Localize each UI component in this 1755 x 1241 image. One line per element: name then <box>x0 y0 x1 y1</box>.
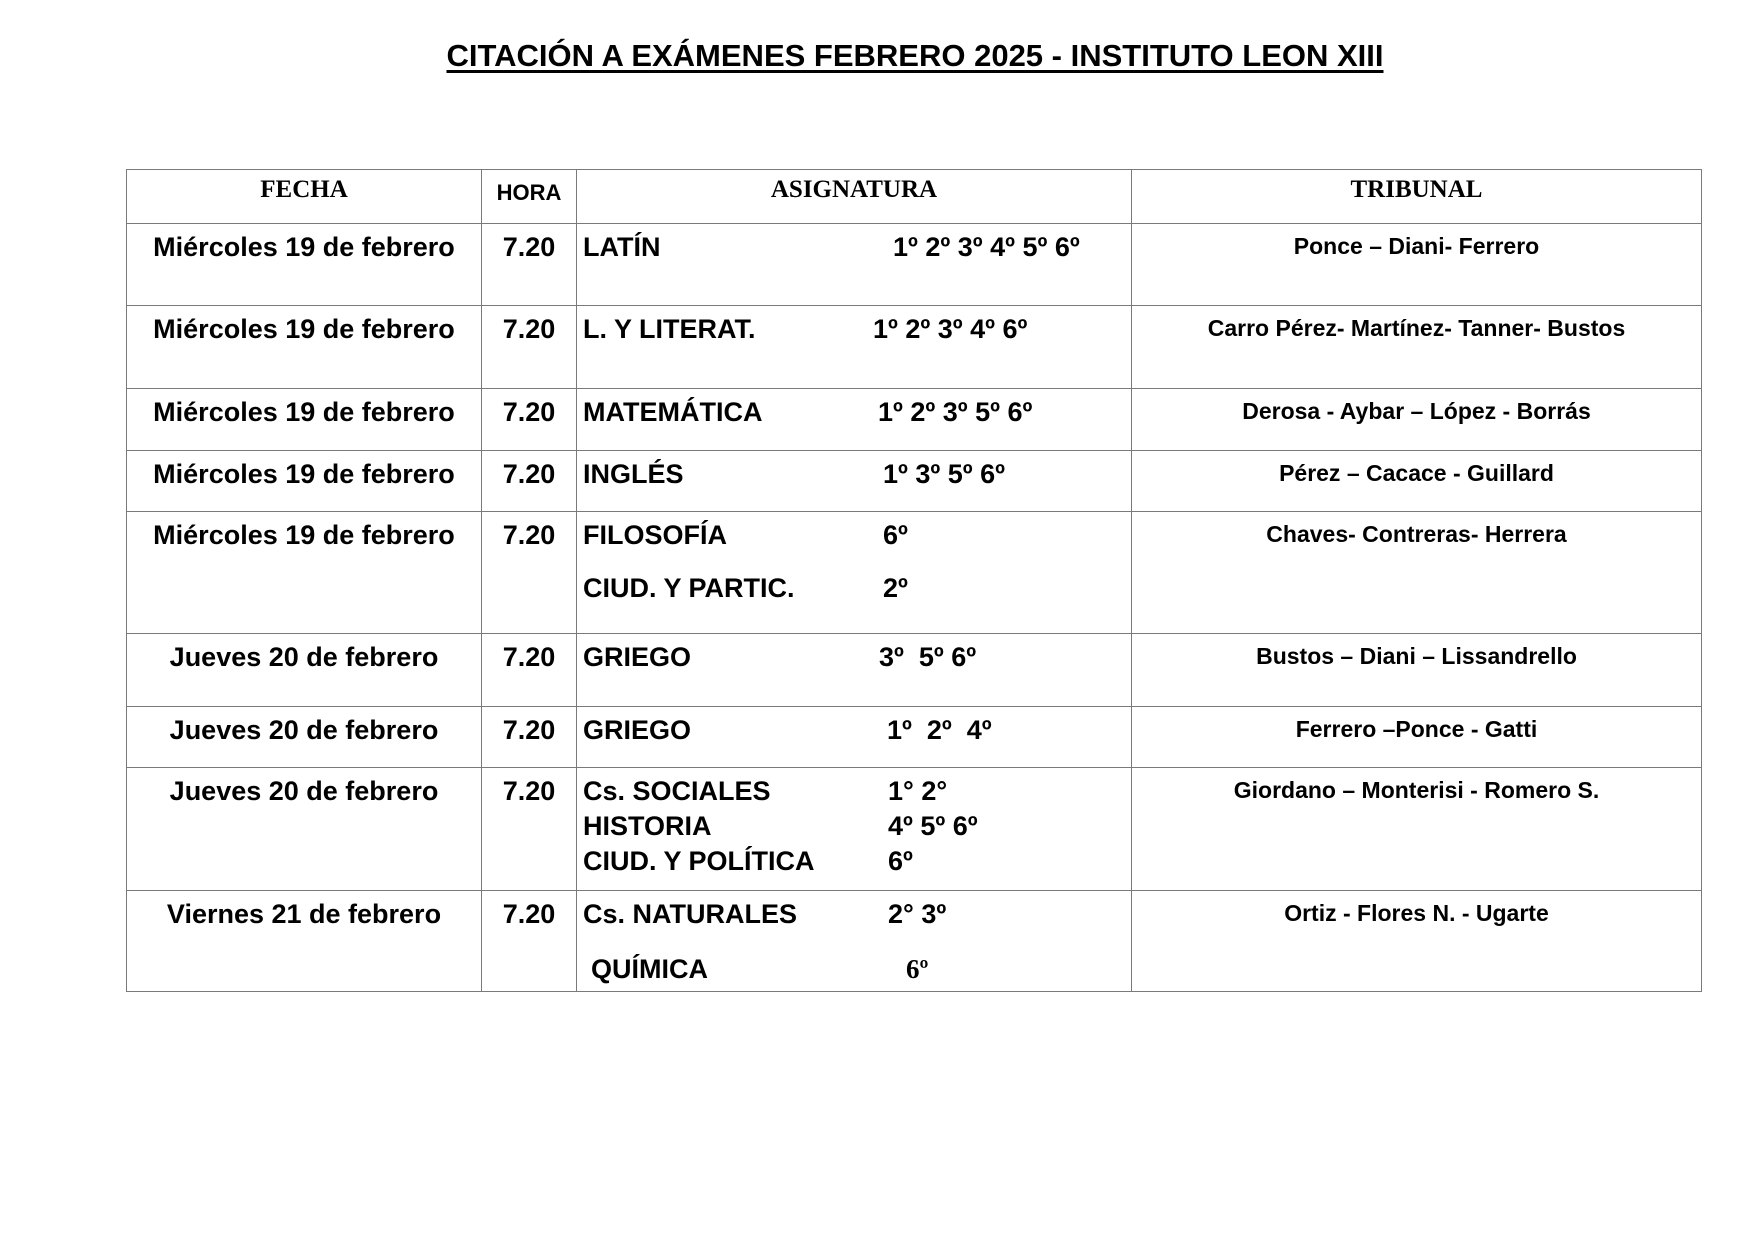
subject-name: LATÍN <box>583 232 661 262</box>
asignatura-cell <box>577 224 1132 306</box>
subject-line <box>577 811 1131 842</box>
subject-grades: 3º 5º 6º <box>879 642 977 672</box>
subject-grades: 6º <box>883 520 908 550</box>
hora-cell: 7.20 <box>482 634 577 707</box>
fecha-cell: Jueves 20 de febrero <box>127 707 482 768</box>
fecha-cell: Jueves 20 de febrero <box>127 634 482 707</box>
subject-grades: 2° 3º <box>888 899 947 929</box>
tribunal-cell: Pérez – Cacace - Guillard <box>1132 451 1702 512</box>
subject-line <box>577 459 1131 490</box>
subject-grades: 1º 2º 3º 4º 6º <box>873 314 1028 344</box>
tribunal-cell: Carro Pérez- Martínez- Tanner- Bustos <box>1132 306 1702 389</box>
subject-grades: 2º <box>883 573 908 603</box>
hora-cell: 7.20 <box>482 389 577 451</box>
table-row <box>127 707 1702 768</box>
subject-line <box>577 715 1131 746</box>
subject-line <box>577 520 1131 551</box>
header-tribunal: TRIBUNAL <box>1132 170 1702 224</box>
subject-line <box>577 314 1131 345</box>
tribunal-cell: Ferrero –Ponce - Gatti <box>1132 707 1702 768</box>
subject-line <box>577 232 1131 263</box>
header-asignatura: ASIGNATURA <box>577 170 1132 224</box>
header-row <box>127 170 1702 224</box>
subject-grades: 1º 2º 3º 4º 5º 6º <box>893 232 1080 262</box>
subject-name: QUÍMICA <box>591 954 708 984</box>
subject-line <box>577 899 1131 930</box>
fecha-cell: Jueves 20 de febrero <box>127 768 482 891</box>
subject-grades: 6º <box>906 954 929 984</box>
fecha-cell: Miércoles 19 de febrero <box>127 389 482 451</box>
subject-grades: 6º <box>888 846 913 876</box>
table-row <box>127 389 1702 451</box>
exam-schedule-table <box>126 169 1702 992</box>
subject-name: Cs. SOCIALES <box>583 776 771 806</box>
subject-grades: 4º 5º 6º <box>888 811 978 841</box>
subject-name: HISTORIA <box>583 811 712 841</box>
table-row <box>127 224 1702 306</box>
tribunal-cell: Derosa - Aybar – López - Borrás <box>1132 389 1702 451</box>
asignatura-cell <box>577 634 1132 707</box>
header-hora: HORA <box>482 170 577 224</box>
tribunal-cell: Ponce – Diani- Ferrero <box>1132 224 1702 306</box>
asignatura-cell <box>577 707 1132 768</box>
asignatura-cell <box>577 306 1132 389</box>
hora-cell: 7.20 <box>482 707 577 768</box>
table-row <box>127 451 1702 512</box>
hora-cell: 7.20 <box>482 224 577 306</box>
subject-line <box>577 846 1131 877</box>
table-row <box>127 634 1702 707</box>
subject-line <box>577 642 1131 673</box>
fecha-cell: Miércoles 19 de febrero <box>127 306 482 389</box>
tribunal-cell: Bustos – Diani – Lissandrello <box>1132 634 1702 707</box>
table-row <box>127 306 1702 389</box>
fecha-cell: Miércoles 19 de febrero <box>127 224 482 306</box>
subject-grades: 1º 2º 3º 5º 6º <box>878 397 1033 427</box>
subject-name: L. Y LITERAT. <box>583 314 756 344</box>
hora-cell: 7.20 <box>482 768 577 891</box>
fecha-cell: Viernes 21 de febrero <box>127 891 482 992</box>
hora-cell: 7.20 <box>482 512 577 634</box>
subject-name: CIUD. Y POLÍTICA <box>583 846 815 876</box>
hora-cell: 7.20 <box>482 451 577 512</box>
subject-name: CIUD. Y PARTIC. <box>583 573 795 603</box>
asignatura-cell <box>577 891 1132 992</box>
table-row <box>127 768 1702 891</box>
asignatura-cell <box>577 451 1132 512</box>
asignatura-cell <box>577 768 1132 891</box>
subject-name: INGLÉS <box>583 459 684 489</box>
table-row <box>127 891 1702 992</box>
subject-name: FILOSOFÍA <box>583 520 727 550</box>
table-row <box>127 512 1702 634</box>
subject-grades: 1° 2° <box>888 776 948 806</box>
tribunal-cell: Giordano – Monterisi - Romero S. <box>1132 768 1702 891</box>
subject-grades: 1º 2º 4º <box>887 715 992 745</box>
tribunal-cell: Chaves- Contreras- Herrera <box>1132 512 1702 634</box>
subject-grades: 1º 3º 5º 6º <box>883 459 1006 489</box>
fecha-cell: Miércoles 19 de febrero <box>127 512 482 634</box>
header-fecha: FECHA <box>127 170 482 224</box>
page-title: CITACIÓN A EXÁMENES FEBRERO 2025 - INSTITUTO LEON XIII <box>446 38 1384 73</box>
subject-name: MATEMÁTICA <box>583 397 763 427</box>
subject-name: Cs. NATURALES <box>583 899 798 929</box>
subject-name: GRIEGO <box>583 715 692 745</box>
asignatura-cell <box>577 512 1132 634</box>
subject-name: GRIEGO <box>583 642 692 672</box>
hora-cell: 7.20 <box>482 306 577 389</box>
subject-line <box>577 573 1131 604</box>
subject-line <box>577 397 1131 428</box>
asignatura-cell <box>577 389 1132 451</box>
hora-cell: 7.20 <box>482 891 577 992</box>
subject-line <box>577 776 1131 807</box>
subject-line <box>577 954 1131 985</box>
tribunal-cell: Ortiz - Flores N. - Ugarte <box>1132 891 1702 992</box>
fecha-cell: Miércoles 19 de febrero <box>127 451 482 512</box>
